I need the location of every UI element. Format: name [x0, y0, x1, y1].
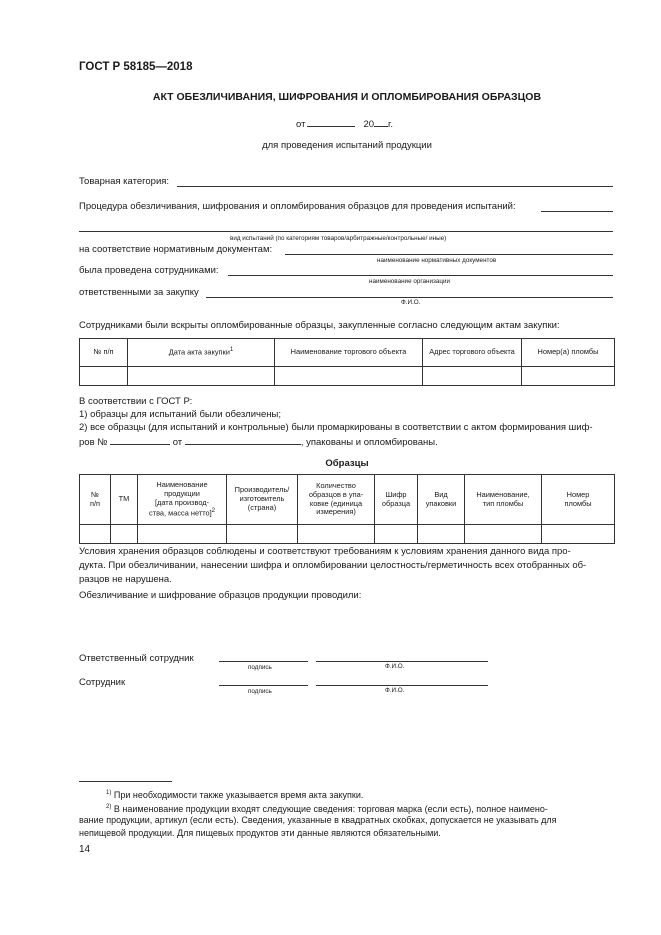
samples-table-header	[80, 475, 615, 525]
standard-header: ГОСТ Р 58185—2018	[79, 61, 193, 73]
table-cell[interactable]	[465, 525, 542, 544]
test-type-field[interactable]	[79, 231, 613, 232]
document-title: АКТ ОБЕЗЛИЧИВАНИЯ, ШИФРОВАНИЯ И ОПЛОМБИРОВАНИЯ ОБРАЗЦОВ	[152, 91, 542, 103]
procedure-label: Процедура обезличивания, шифрования и опломбирования образцов для проведения испытаний:	[79, 201, 516, 212]
table-row	[80, 367, 615, 386]
purchase-col-seal: Номер(а) пломбы	[522, 339, 615, 367]
purchase-col-object: Наименование торгового объекта	[275, 339, 423, 367]
samples-table	[79, 474, 615, 544]
cipher-act-date-field[interactable]	[185, 435, 301, 445]
table-cell[interactable]	[275, 367, 423, 386]
footnote-2-line-2: вание продукции, артикул (если есть). Сведения, указанные в квадратных скобках, допускается не указывать для	[79, 815, 557, 825]
employee-sign-caption: подпись	[248, 688, 272, 695]
samples-col-seal-type: Наименование, тип пломбы	[465, 475, 542, 525]
employee-signature-field[interactable]	[219, 685, 308, 686]
cipher-act-number-field[interactable]	[110, 435, 170, 445]
footnote-divider	[79, 781, 172, 782]
conformity-item-1: 1) образцы для испытаний были обезличены;	[79, 409, 281, 420]
norm-docs-field[interactable]	[285, 254, 613, 255]
responsible-label: ответственными за закупку	[79, 287, 199, 298]
organization-field[interactable]	[228, 275, 613, 276]
norm-docs-caption: наименование нормативных документов	[377, 257, 497, 264]
samples-col-quantity: Количество образцов в упа- ковке (единица измерения)	[298, 475, 375, 525]
samples-col-packaging: Вид упаковки	[418, 475, 465, 525]
table-row	[80, 525, 615, 544]
storage-line-4: Обезличивание и шифрование образцов продукции проводили:	[79, 590, 362, 601]
responsible-signature-field[interactable]	[219, 661, 308, 662]
employee-fio-field[interactable]	[316, 685, 488, 686]
purchase-col-date	[128, 339, 275, 367]
samples-col-cipher: Шифр образца	[375, 475, 418, 525]
samples-title: Образцы	[325, 458, 369, 469]
category-label: Товарная категория:	[79, 176, 170, 187]
conformity-label: на соответствие нормативным документам:	[79, 244, 273, 255]
samples-col-product	[138, 475, 227, 525]
samples-col-number: № п/п	[80, 475, 111, 525]
storage-line-1: Условия хранения образцов соблюдены и соответствуют требованиям к условиям хранения данного вида про-	[79, 546, 571, 557]
responsible-fio-caption-sig: Ф.И.О.	[385, 663, 405, 670]
cipher-act-prefix: ров №	[79, 437, 108, 448]
table-cell[interactable]	[80, 525, 111, 544]
purchase-table	[79, 338, 615, 386]
table-cell[interactable]	[522, 367, 615, 386]
cipher-act-suffix: , упакованы и опломбированы.	[300, 437, 438, 448]
table-cell[interactable]	[542, 525, 615, 544]
responsible-field[interactable]	[206, 297, 613, 298]
employee-label: Сотрудник	[79, 677, 126, 688]
table-cell[interactable]	[418, 525, 465, 544]
footnote-2-line-3: непищевой продукции. Для пищевых продуктов эти данные являются обязательными.	[79, 828, 441, 838]
footnote-ref-1: 1	[229, 347, 234, 354]
employee-fio-caption: Ф.И.О.	[385, 687, 405, 694]
purchase-col-address: Адрес торгового объекта	[423, 339, 522, 367]
footnote-ref-2: 2	[211, 507, 216, 514]
category-field[interactable]	[177, 186, 613, 187]
date-blank[interactable]	[307, 117, 355, 127]
samples-col-tm: ТМ	[111, 475, 138, 525]
footnote-1-text: При необходимости также указывается время акта закупки.	[113, 790, 364, 800]
purpose-line: для проведения испытаний продукции	[262, 140, 432, 151]
date-line	[296, 117, 393, 130]
storage-line-3: разцов не нарушена.	[79, 574, 172, 585]
responsible-fio-field[interactable]	[316, 661, 488, 662]
table-cell[interactable]	[128, 367, 275, 386]
purchase-table-header	[80, 339, 615, 367]
responsible-employee-label: Ответственный сотрудник	[79, 653, 194, 664]
table-cell[interactable]	[375, 525, 418, 544]
table-cell[interactable]	[298, 525, 375, 544]
test-type-caption: вид испытаний (по категориям товаров/арбитражные/контрольные/ иные)	[230, 235, 447, 242]
date-suffix: г.	[388, 119, 393, 130]
cipher-act-date-prefix: от	[172, 437, 183, 448]
samples-col-product-label: Наименование продукции [дата производ- ства, масса нетто]	[148, 480, 212, 518]
footnote-2-text: В наименование продукции входят следующие сведения: торговая марка (если есть), полное наимено-	[113, 804, 548, 814]
purchase-intro: Сотрудниками были вскрыты опломбированные образцы, закупленные согласно следующим актам закупки:	[79, 320, 560, 331]
footnote-2-marker: 2)	[106, 804, 112, 810]
table-cell[interactable]	[423, 367, 522, 386]
performed-label: была проведена сотрудниками:	[79, 265, 219, 276]
table-cell[interactable]	[80, 367, 128, 386]
purchase-col-date-label: Дата акта закупки	[168, 347, 230, 357]
responsible-fio-caption: Ф.И.О.	[401, 299, 421, 306]
date-year: 20	[363, 119, 375, 130]
conformity-item-2-line-2	[79, 435, 438, 448]
samples-col-manufacturer: Производитель/ изготовитель (страна)	[227, 475, 298, 525]
conformity-intro: В соответствии с ГОСТ Р:	[79, 396, 193, 407]
year-blank[interactable]	[374, 117, 388, 127]
samples-col-seal-number: Номер пломбы	[542, 475, 615, 525]
organization-caption: наименование организации	[369, 278, 451, 285]
footnote-1	[106, 787, 363, 802]
procedure-field[interactable]	[541, 211, 613, 212]
footnote-1-marker: 1)	[106, 790, 112, 796]
responsible-sign-caption: подпись	[248, 664, 272, 671]
storage-line-2: дукта. При обезличивании, нанесении шифра и опломбировании целостность/герметичность всех отобранных об-	[79, 560, 587, 571]
table-cell[interactable]	[111, 525, 138, 544]
table-cell[interactable]	[138, 525, 227, 544]
date-prefix: от	[296, 119, 306, 130]
conformity-item-2-line-1: 2) все образцы (для испытаний и контрольные) были промаркированы в соответствии с актом формирования шиф-	[79, 422, 593, 433]
purchase-col-number: № п/п	[80, 339, 128, 367]
page-number: 14	[79, 844, 91, 855]
table-cell[interactable]	[227, 525, 298, 544]
